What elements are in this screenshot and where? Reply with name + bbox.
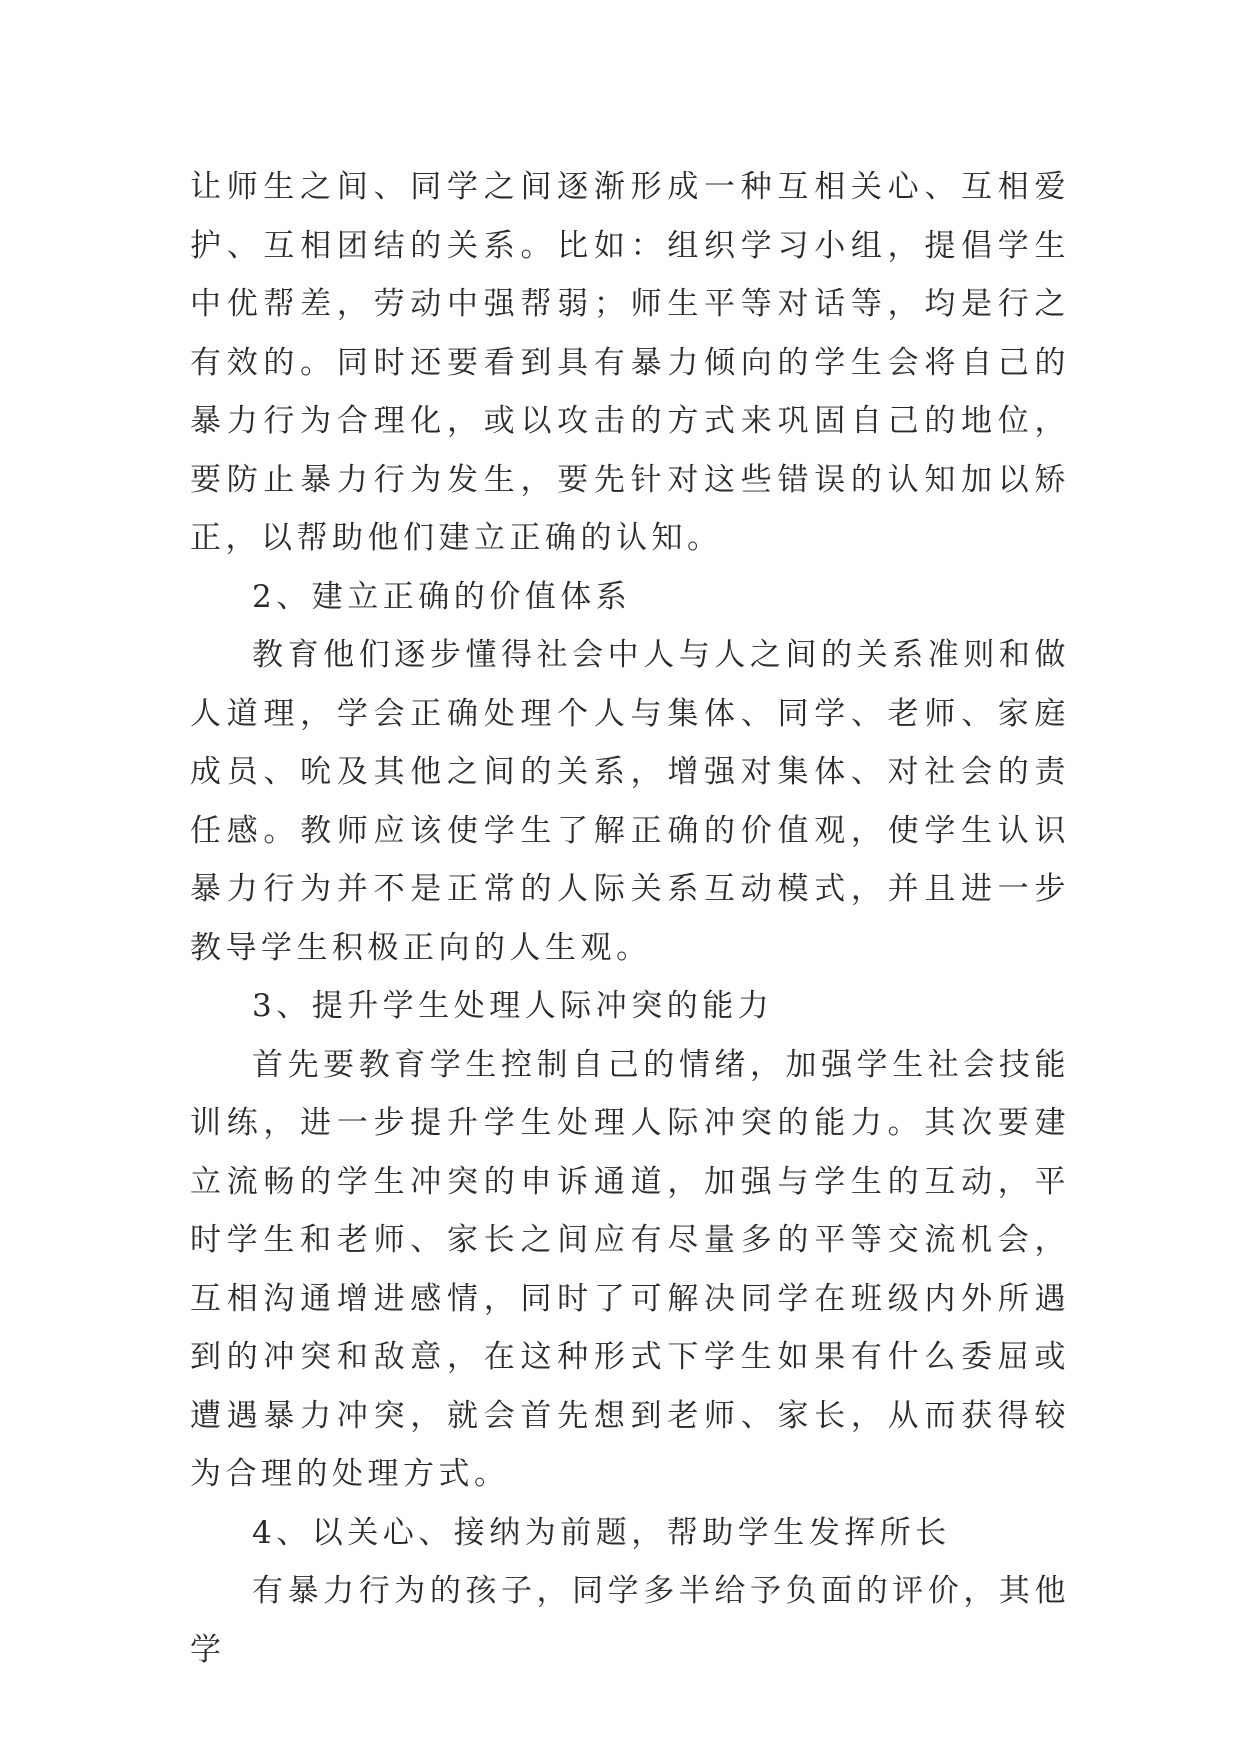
section-heading-2: 2、建立正确的价值体系 — [252, 578, 632, 615]
section-heading-4: 4、以关心、接纳为前题，帮助学生发挥所长 — [252, 1514, 951, 1551]
paragraph-continuation: 让师生之间、同学之间逐渐形成一种互相关心、互相爱护、互相团结的关系。比如：组织学习小组，提倡学生中优帮差，劳动中强帮弱；师生平等对话等，均是行之有效的。同时还要看到具有暴力倾向的学生会将自己的暴力行为合理化，或以攻击的方式来巩固自己的地位，要防止暴力行为发生，要先针对这些错误的认知加以矫正，以帮助他们建立正确的认知。 — [190, 169, 1070, 556]
paragraph-care: 有暴力行为的孩子，同学多半给予负面的评价，其他学 — [190, 1573, 1070, 1668]
paragraph-conflict: 首先要教育学生控制自己的情绪，加强学生社会技能训练，进一步提升学生处理人际冲突的能力。其次要建立流畅的学生冲突的申诉通道，加强与学生的互动，平时学生和老师、家长之间应有尽量多的平等交流机会，互相沟通增进感情，同时了可解决同学在班级内外所遇到的冲突和敌意，在这种形式下学生如果有什么委屈或遭遇暴力冲突，就会首先想到老师、家长，从而获得较为合理的处理方式。 — [190, 1046, 1070, 1492]
section-heading-3: 3、提升学生处理人际冲突的能力 — [252, 988, 774, 1024]
paragraph-values: 教育他们逐步懂得社会中人与人之间的关系准则和做人道理，学会正确处理个人与集体、同学、老师、家庭成员、吮及其他之间的关系，增强对集体、对社会的责任感。教师应该使学生了解正确的价值观，使学生认识暴力行为并不是正常的人际关系互动模式，并且进一步教导学生积极正向的人生观。 — [190, 637, 1070, 966]
document-body — [190, 158, 1070, 1679]
